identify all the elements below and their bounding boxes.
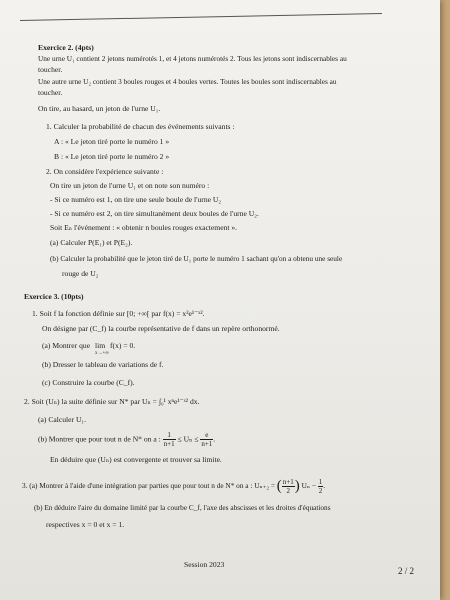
ex2-intro-line: toucher. [38,88,63,97]
ex2-intro-line: Une urne U₁ contient 2 jetons numérotés 1, et 4 jetons numérotés 2. Tous les jetons sont indiscernables au [38,54,347,63]
fraction [282,478,295,495]
ex3-p2-conclusion: En déduire que (Uₙ) est convergente et trouver sa limite. [50,455,222,464]
ex3-p1: 1. Soit f la fonction définie sur [0; +∞[ par f(x) = x²e¹⁻ˣ². [32,309,205,318]
ex3-p3a: 3. (a) Montrer à l'aide d'une intégration par parties que pour tout n de N* on a : Uₙ₊₂ = ( $\frac{n+1}{2}$ ) Uₙ − $\frac{1}{2}$ . [22,477,326,495]
ex3-p1a-text: (a) Montrer que [42,341,91,350]
event-b: B : « Le jeton tiré porte le numéro 2 » [54,152,170,161]
fraction-denominator: n+1 [163,440,175,448]
limit-subscript: x→+∞ [94,351,109,356]
ex2-event-def: Soit Eₙ l'événement : « obtenir n boules rouges exactement ». [50,223,238,232]
ex3-p1a [42,341,136,356]
ex3-p3b: respectives x = 0 et x = 1. [46,520,125,529]
fraction-denominator: 2 [286,487,291,495]
fraction-numerator: 1 [163,431,176,440]
fraction [163,431,176,448]
ex2-q1: 1. Calculer la probabilité de chacun des événements suivants : [46,122,235,131]
ex2-qb: (b) Calculer la probabilité que le jeton tiré de U₁ porte le numéro 1 sachant qu'on a obtenu une seule [50,254,343,263]
ex3-p3a-text: Uₙ − [301,481,316,491]
ex2-step: - Si ce numéro est 2, on tire simultanément deux boules de l'urne U₂. [50,209,259,218]
ex3-p2b-text: (b) Montrer que pour tout n de N* on a : [38,434,161,444]
ex3-p3b: (b) En déduire l'aire du domaine limité par la courbe C_f, l'axe des abscisses et les droites d'équations [34,503,331,512]
fraction-numerator: n+1 [282,478,294,486]
fraction [318,478,324,495]
session-label: Session 2023 [184,560,225,569]
ex3-p2: 2. Soit (Uₙ) la suite définie sur N* par Uₙ = ∫₀¹ xⁿe¹⁻ˣ² dx. [24,397,200,406]
header-rule [20,13,382,21]
exercise-3-title: Exercice 3. (10pts) [24,292,84,301]
fraction [200,431,213,448]
ex3-p3a-text: 3. (a) Montrer à l'aide d'une intégration par parties que pour tout n de N* on a : Uₙ₊₂ = [22,481,275,491]
ex2-step: On tire un jeton de l'urne U₁ et on note son numéro : [50,181,210,190]
fraction-numerator: e [200,431,213,440]
ex3-p1b: (b) Dresser le tableau de variations de f. [42,360,164,369]
ex2-q2: 2. On considère l'expérience suivante : [46,167,164,176]
event-a: A : « Le jeton tiré porte le numéro 1 » [54,137,170,146]
ex3-p2b: (b) Montrer que pour tout n de N* on a : $\frac{1}{n+1}$ ≤ Uₙ ≤ $\frac{e}{n+1}$ . [38,431,216,448]
fraction-denominator: 2 [318,487,323,495]
page-number: 2 / 2 [398,566,415,576]
ex2-step: - Si ce numéro est 1, on tire une seule boule de l'urne U₂ [50,195,222,204]
ex2-intro-line: toucher. [38,65,63,74]
ex3-p2a: (a) Calculer U₁. [38,415,86,424]
ex3-p1c: (c) Construire la courbe (C_f). [42,378,135,387]
ex2-qb: rouge de U₂ [62,269,99,278]
inequality: ≤ Uₙ ≤ [177,434,199,444]
ex2-intro-line: Une autre urne U₂ contient 3 boules rouges et 4 boules vertes. Toutes les boules sont indiscernables au [38,77,337,86]
fraction-denominator: n+1 [201,440,213,448]
ex2-draw: On tire, au hasard, un jeton de l'urne U₁. [38,104,161,113]
limit-symbol: lim [94,341,106,350]
ex3-p1a-text: f(x) = 0. [110,341,136,350]
ex3-p1-curve: On désigne par (C_f) la courbe représentative de f dans un repère orthonormé. [42,324,280,333]
exercise-2-title: Exercice 2. (4pts) [38,43,94,52]
fraction-numerator: 1 [318,478,323,486]
ex2-qa: (a) Calculer P(E₁) et P(E₂). [50,238,133,247]
